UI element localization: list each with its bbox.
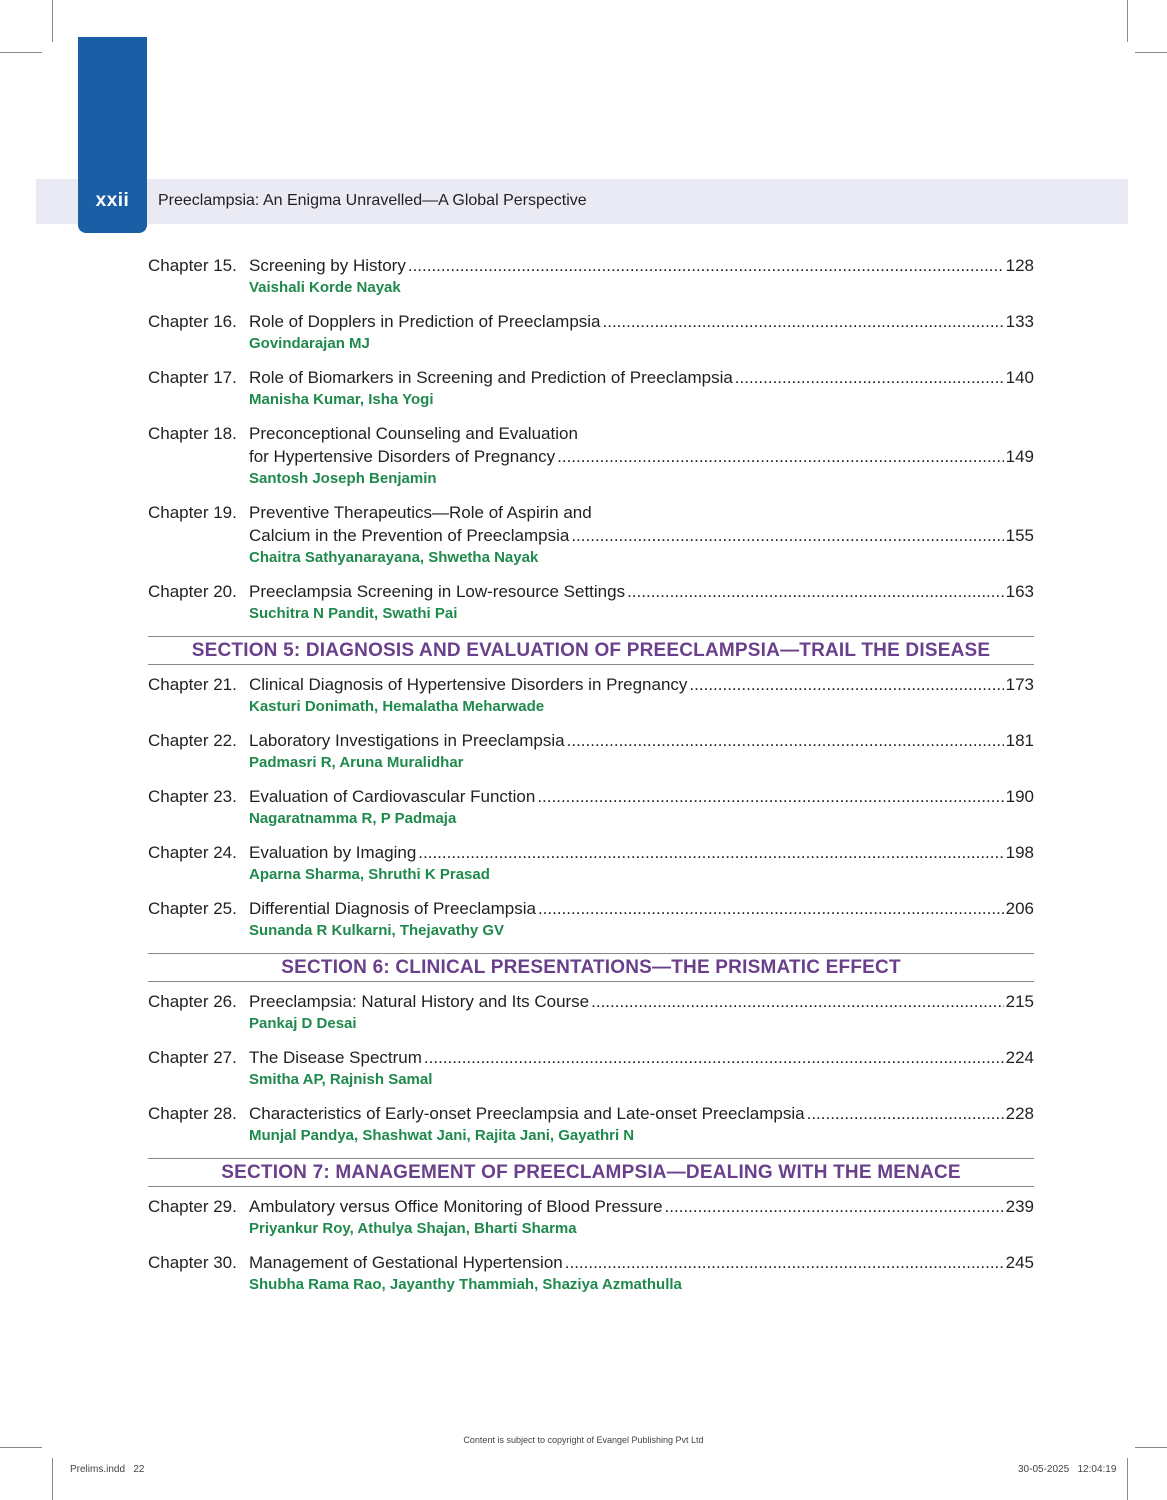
dot-leader xyxy=(567,729,1004,752)
page-number: 215 xyxy=(1005,992,1034,1011)
page-number: 155 xyxy=(1005,526,1034,545)
page-number: 149 xyxy=(1005,447,1034,466)
crop-mark xyxy=(52,1458,53,1500)
chapter-title: Role of Dopplers in Prediction of Preeclampsia xyxy=(249,312,601,331)
section-heading: SECTION 5: DIAGNOSIS AND EVALUATION OF PREECLAMPSIA—TRAIL THE DISEASE xyxy=(148,636,1034,665)
crop-mark xyxy=(1127,1458,1128,1500)
chapter-title: Management of Gestational Hypertension xyxy=(249,1253,563,1272)
crop-mark xyxy=(1135,52,1167,53)
page-number: 181 xyxy=(1005,731,1034,750)
crop-mark xyxy=(0,1447,42,1448)
page-number: 198 xyxy=(1005,843,1034,862)
dot-leader xyxy=(408,254,1004,277)
dot-leader xyxy=(591,990,1003,1013)
chapter-authors: Govindarajan MJ xyxy=(249,335,370,352)
page-number: 163 xyxy=(1005,582,1034,601)
chapter-number: Chapter 27. xyxy=(148,1048,237,1067)
toc-entry[interactable] xyxy=(148,310,1034,355)
chapter-title: Characteristics of Early-onset Preeclampsia and Late-onset Preeclampsia xyxy=(249,1104,805,1123)
chapter-number: Chapter 25. xyxy=(148,899,237,918)
chapter-number: Chapter 22. xyxy=(148,731,237,750)
dot-leader xyxy=(735,366,1004,389)
chapter-authors: Sunanda R Kulkarni, Thejavathy GV xyxy=(249,922,505,939)
page-number: 140 xyxy=(1005,368,1034,387)
chapter-authors: Suchitra N Pandit, Swathi Pai xyxy=(249,605,458,622)
chapter-number: Chapter 20. xyxy=(148,582,237,601)
chapter-title: Calcium in the Prevention of Preeclampsia xyxy=(249,526,570,545)
chapter-number: Chapter 18. xyxy=(148,424,237,443)
chapter-title: Preeclampsia Screening in Low-resource Settings xyxy=(249,582,626,601)
chapter-title: Preconceptional Counseling and Evaluation xyxy=(249,424,578,443)
page-number: 228 xyxy=(1005,1104,1034,1123)
section-heading: SECTION 7: MANAGEMENT OF PREECLAMPSIA—DEALING WITH THE MENACE xyxy=(148,1158,1034,1187)
chapter-authors: Manisha Kumar, Isha Yogi xyxy=(249,391,434,408)
toc-entry[interactable] xyxy=(148,841,1034,886)
toc-entry[interactable] xyxy=(148,785,1034,830)
dot-leader xyxy=(603,310,1004,333)
toc-entry[interactable] xyxy=(148,366,1034,411)
page-number: 173 xyxy=(1005,675,1034,694)
slug-date: 30-05-2025 12:04:19 xyxy=(1018,1464,1117,1475)
crop-mark xyxy=(1127,0,1128,42)
chapter-authors: Smitha AP, Rajnish Samal xyxy=(249,1071,433,1088)
chapter-authors: Vaishali Korde Nayak xyxy=(249,279,401,296)
running-title: Preeclampsia: An Enigma Unravelled—A Global Perspective xyxy=(158,192,587,209)
copyright-notice: Content is subject to copyright of Evangel Publishing Pvt Ltd xyxy=(463,1435,704,1445)
chapter-number: Chapter 23. xyxy=(148,787,237,806)
chapter-number: Chapter 26. xyxy=(148,992,237,1011)
page-number: 245 xyxy=(1005,1253,1034,1272)
chapter-authors: Munjal Pandya, Shashwat Jani, Rajita Jani, Gayathri N xyxy=(249,1127,635,1144)
chapter-title: Evaluation by Imaging xyxy=(249,843,417,862)
toc-entry[interactable] xyxy=(148,422,1034,490)
dot-leader xyxy=(418,841,1003,864)
page-number: 206 xyxy=(1005,899,1034,918)
dot-leader xyxy=(571,524,1003,547)
dot-leader xyxy=(807,1102,1004,1125)
table-of-contents xyxy=(148,254,1034,1307)
chapter-title: Evaluation of Cardiovascular Function xyxy=(249,787,536,806)
crop-mark xyxy=(1135,1447,1167,1448)
chapter-number: Chapter 24. xyxy=(148,843,237,862)
chapter-title: Role of Biomarkers in Screening and Prediction of Preeclampsia xyxy=(249,368,733,387)
chapter-authors: Priyankur Roy, Athulya Shajan, Bharti Sharma xyxy=(249,1220,577,1237)
chapter-title: Screening by History xyxy=(249,256,406,275)
toc-entry[interactable] xyxy=(148,897,1034,942)
toc-entry[interactable] xyxy=(148,673,1034,718)
chapter-title: for Hypertensive Disorders of Pregnancy xyxy=(249,447,556,466)
chapter-title: Differential Diagnosis of Preeclampsia xyxy=(249,899,536,918)
toc-entry[interactable] xyxy=(148,990,1034,1035)
toc-entry[interactable] xyxy=(148,1251,1034,1296)
dot-leader xyxy=(565,1251,1004,1274)
crop-mark xyxy=(52,0,53,42)
chapter-number: Chapter 29. xyxy=(148,1197,237,1216)
chapter-authors: Chaitra Sathyanarayana, Shwetha Nayak xyxy=(249,549,539,566)
dot-leader xyxy=(627,580,1004,603)
chapter-authors: Aparna Sharma, Shruthi K Prasad xyxy=(249,866,490,883)
chapter-number: Chapter 30. xyxy=(148,1253,237,1272)
page-number: 239 xyxy=(1005,1197,1034,1216)
chapter-number: Chapter 16. xyxy=(148,312,237,331)
page-number: 190 xyxy=(1005,787,1034,806)
chapter-number: Chapter 19. xyxy=(148,503,237,522)
chapter-title: Preventive Therapeutics—Role of Aspirin and xyxy=(249,503,592,522)
chapter-authors: Padmasri R, Aruna Muralidhar xyxy=(249,754,464,771)
chapter-title: Ambulatory versus Office Monitoring of Blood Pressure xyxy=(249,1197,663,1216)
chapter-authors: Santosh Joseph Benjamin xyxy=(249,470,437,487)
chapter-authors: Nagaratnamma R, P Padmaja xyxy=(249,810,457,827)
chapter-authors: Shubha Rama Rao, Jayanthy Thammiah, Shaziya Azmathulla xyxy=(249,1276,682,1293)
toc-entry[interactable] xyxy=(148,1102,1034,1147)
toc-entry[interactable] xyxy=(148,501,1034,569)
dot-leader xyxy=(689,673,1003,696)
chapter-number: Chapter 15. xyxy=(148,256,237,275)
dot-leader xyxy=(424,1046,1004,1069)
page-folio: xxii xyxy=(95,190,130,211)
dot-leader xyxy=(665,1195,1004,1218)
toc-entry[interactable] xyxy=(148,580,1034,625)
chapter-number: Chapter 17. xyxy=(148,368,237,387)
page-number: 133 xyxy=(1005,312,1034,331)
chapter-title: The Disease Spectrum xyxy=(249,1048,422,1067)
chapter-authors: Pankaj D Desai xyxy=(249,1015,357,1032)
chapter-number: Chapter 28. xyxy=(148,1104,237,1123)
toc-entry[interactable] xyxy=(148,1046,1034,1091)
toc-entry[interactable] xyxy=(148,1195,1034,1240)
dot-leader xyxy=(537,785,1003,808)
page-number: 128 xyxy=(1005,256,1034,275)
section-heading: SECTION 6: CLINICAL PRESENTATIONS—THE PRISMATIC EFFECT xyxy=(148,953,1034,982)
chapter-authors: Kasturi Donimath, Hemalatha Meharwade xyxy=(249,698,545,715)
chapter-number: Chapter 21. xyxy=(148,675,237,694)
toc-entry[interactable] xyxy=(148,729,1034,774)
crop-mark xyxy=(0,52,42,53)
toc-entry[interactable] xyxy=(148,254,1034,299)
chapter-title: Laboratory Investigations in Preeclampsia xyxy=(249,731,565,750)
dot-leader xyxy=(557,445,1003,468)
dot-leader xyxy=(538,897,1004,920)
chapter-title: Preeclampsia: Natural History and Its Course xyxy=(249,992,590,1011)
slug-file: Prelims.indd 22 xyxy=(70,1464,145,1475)
page-number: 224 xyxy=(1005,1048,1034,1067)
chapter-title: Clinical Diagnosis of Hypertensive Disorders in Pregnancy xyxy=(249,675,688,694)
